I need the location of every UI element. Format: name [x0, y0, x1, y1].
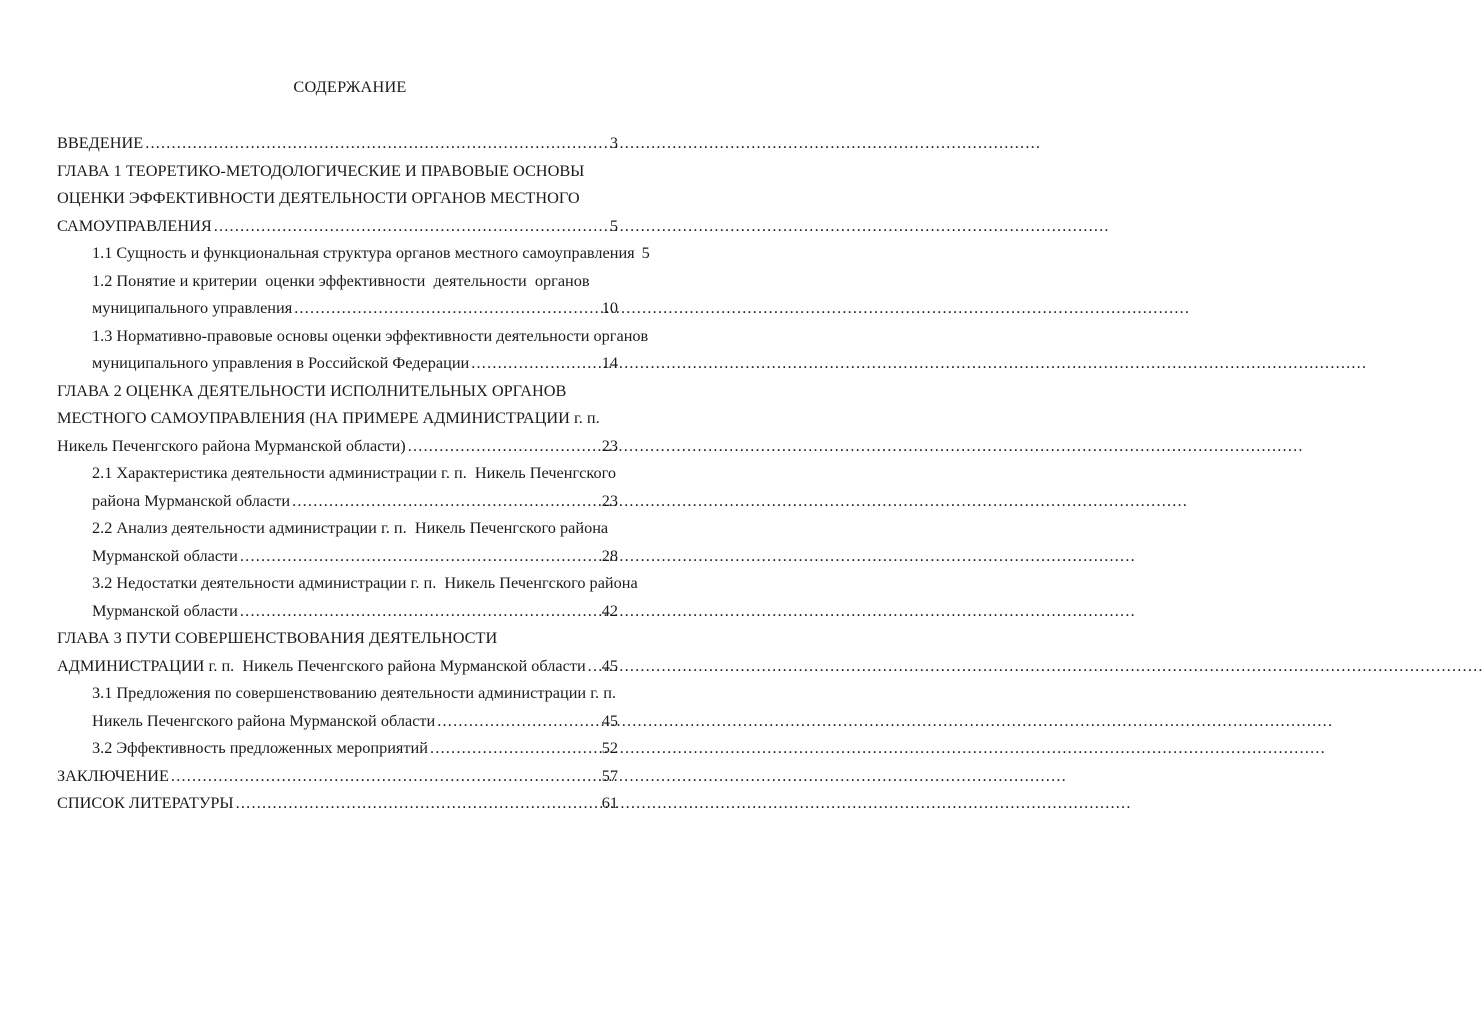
toc-line — [57, 707, 618, 735]
dot-leader — [171, 762, 597, 790]
page-title: СОДЕРЖАНИЕ — [293, 77, 407, 96]
toc-entry-text: 3.1 Предложения по совершенствованию деятельности администрации г. п. — [92, 683, 616, 702]
toc-page-number: 3 — [609, 133, 618, 152]
dot-leader — [292, 487, 597, 515]
toc-line — [57, 597, 618, 625]
toc-page-number: 23 — [601, 490, 618, 510]
dot-leader — [408, 432, 597, 460]
toc-entry-text: ГЛАВА 1 ТЕОРЕТИКО-МЕТОДОЛОГИЧЕСКИЕ И ПРАВОВЫЕ ОСНОВЫ — [57, 160, 585, 180]
toc-line — [57, 569, 638, 597]
dot-leader — [240, 542, 597, 570]
dot-leader — [236, 789, 597, 817]
toc-line — [57, 129, 618, 157]
toc-line — [57, 404, 618, 432]
toc-entry-text: 2.1 Характеристика деятельности администрации г. п. Никель Печенгского — [92, 463, 616, 482]
toc-line — [57, 459, 618, 487]
toc-entry-text: Никель Печенгского района Мурманской области) — [57, 435, 406, 455]
toc-entry-text: СПИСОК ЛИТЕРАТУРЫ — [57, 793, 234, 812]
toc-line — [57, 624, 618, 652]
toc-entry-text: муниципального управления — [92, 298, 293, 317]
toc-line — [57, 542, 618, 570]
dot-leader — [471, 349, 596, 377]
toc-line — [57, 294, 618, 322]
toc-line — [57, 652, 618, 680]
toc-line — [57, 432, 618, 460]
dot-leader — [145, 129, 605, 157]
toc-line — [57, 487, 618, 515]
dot-leader — [294, 294, 596, 322]
toc-entry-text: ГЛАВА 3 ПУТИ СОВЕРШЕНСТВОВАНИЯ ДЕЯТЕЛЬНОСТИ — [57, 628, 498, 647]
toc-line — [57, 157, 618, 185]
toc-line — [57, 734, 618, 762]
toc-page-number: 5 — [609, 215, 618, 235]
toc-line — [57, 762, 618, 790]
toc-entry-text: 3.2 Недостатки деятельности администрации г. п. Никель Печенгского района — [92, 573, 638, 592]
toc-page-number: 45 — [601, 710, 618, 730]
toc-page-number: 5 — [641, 243, 650, 262]
toc-entry-text: 1.3 Нормативно-правовые основы оценки эффективности деятельности органов — [92, 325, 649, 345]
toc-entry-text: ГЛАВА 2 ОЦЕНКА ДЕЯТЕЛЬНОСТИ ИСПОЛНИТЕЛЬНЫХ ОРГАНОВ — [57, 380, 567, 400]
dot-leader — [437, 707, 596, 735]
toc-entry-text: МЕСТНОГО САМОУПРАВЛЕНИЯ (НА ПРИМЕРЕ АДМИНИСТРАЦИИ г. п. — [57, 408, 600, 427]
toc-page-number: 57 — [601, 765, 618, 785]
document-page — [0, 73, 674, 1031]
toc-line — [57, 514, 618, 542]
toc-page-number: 23 — [601, 435, 618, 455]
toc-page-number: 28 — [601, 545, 618, 565]
toc-entry-text: 3.2 Эффективность предложенных мероприятий — [92, 738, 428, 757]
toc-line — [57, 377, 618, 405]
toc-line — [57, 349, 618, 377]
toc-entry-text: 1.1 Сущность и функциональная структура органов местного самоуправления — [92, 243, 635, 262]
toc-entry-text: АДМИНИСТРАЦИИ г. п. Никель Печенгского района Мурманской области — [57, 655, 586, 675]
toc-line — [57, 267, 618, 295]
toc-line — [57, 679, 618, 707]
toc-entry-text: Мурманской области — [92, 545, 238, 565]
toc-line — [57, 239, 650, 267]
toc-line — [57, 184, 618, 212]
toc-page-number: 42 — [601, 600, 618, 620]
toc-entry-text: САМОУПРАВЛЕНИЯ — [57, 215, 212, 235]
toc-entry-text: Мурманской области — [92, 600, 238, 620]
toc-line — [57, 212, 618, 240]
toc-entry-text: ВВЕДЕНИЕ — [57, 133, 144, 152]
toc-line — [57, 322, 649, 350]
toc-entry-text: 2.2 Анализ деятельности администрации г. п. Никель Печенгского района — [92, 518, 609, 537]
dot-leader — [240, 597, 597, 625]
toc-entry-text: ЗАКЛЮЧЕНИЕ — [57, 765, 169, 785]
toc-entry-text: Никель Печенгского района Мурманской области — [92, 710, 436, 730]
dot-leader — [430, 734, 597, 762]
toc-page-number: 14 — [601, 353, 618, 372]
dot-leader — [588, 652, 597, 680]
dot-leader — [214, 212, 605, 240]
toc-entry-text: ОЦЕНКИ ЭФФЕКТИВНОСТИ ДЕЯТЕЛЬНОСТИ ОРГАНОВ МЕСТНОГО — [57, 188, 580, 207]
toc-entry-text: муниципального управления в Российской Федерации — [92, 353, 470, 372]
toc-page-number: 52 — [601, 738, 618, 757]
toc-line — [57, 789, 618, 817]
toc-entry-text: 1.2 Понятие и критерии оценки эффективности деятельности органов — [92, 270, 590, 290]
toc-list — [57, 129, 650, 817]
toc-page-number: 10 — [601, 298, 618, 317]
toc-entry-text: района Мурманской области — [92, 490, 291, 510]
toc-page-number: 61 — [601, 793, 618, 812]
toc-page-number: 45 — [601, 655, 618, 675]
